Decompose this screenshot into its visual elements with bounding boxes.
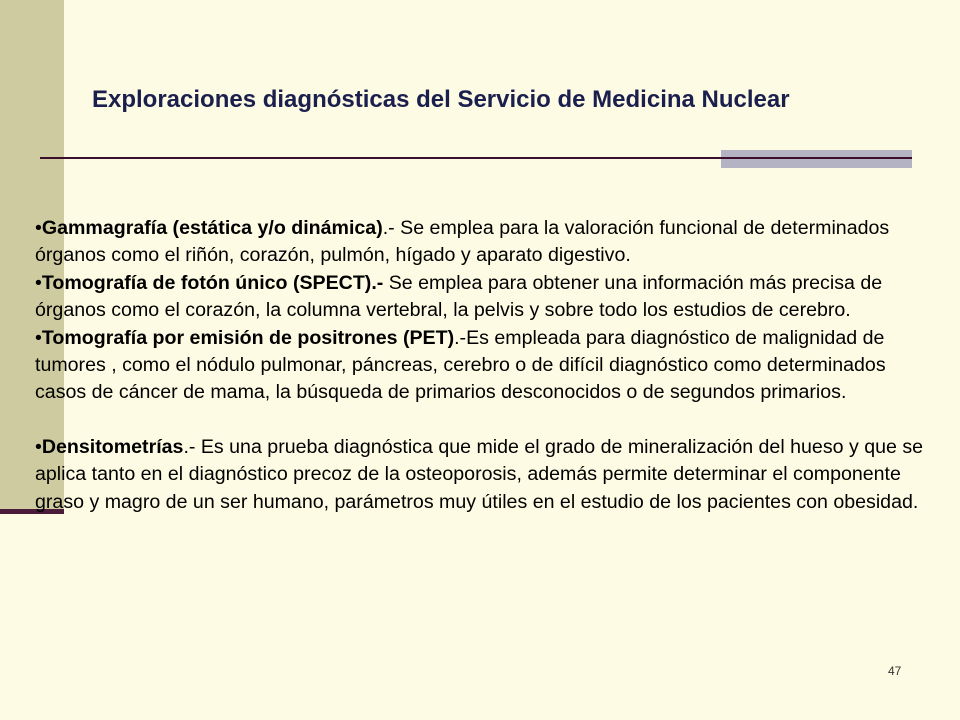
bullet-text: Se emplea para obtener una información más precisa de órganos como el corazón, la columna vertebral, la pelvis y sobre todo los estudios de cerebro. — [35, 271, 883, 322]
title-rule-accent — [721, 150, 912, 168]
bullet-text: .-Es empleada para diagnóstico de malignidad de tumores , como el nódulo pulmonar, páncreas, cerebro o de difícil diagnóstico como determinados casos de cáncer de mama, la búsqueda de primarios desconocidos o de segundos primarios. — [35, 326, 886, 404]
bullet-marker: • — [35, 435, 42, 458]
slide-title: Exploraciones diagnósticas del Servicio de Medicina Nuclear — [92, 86, 790, 113]
bullet-item-pet — [35, 325, 935, 407]
bullet-term: Densitometrías — [41, 435, 184, 458]
bullet-marker: • — [35, 271, 42, 294]
bullet-item-gammagrafia — [35, 215, 935, 270]
paragraph-gap — [35, 407, 935, 434]
bullet-term: Tomografía por emisión de positrones (PET) — [41, 326, 455, 349]
bullet-item-densitometrias — [35, 434, 935, 516]
bullet-marker: • — [35, 326, 42, 349]
bullet-text: .- Es una prueba diagnóstica que mide el grado de mineralización del hueso y que se aplica tanto en el diagnóstico precoz de la osteoporosis, además permite determinar el componente graso y magro de un ser humano, parámetros muy útiles en el estudio de los pacientes con obesidad. — [35, 435, 924, 513]
slide-content — [35, 215, 935, 516]
title-rule — [40, 157, 912, 159]
bullet-text: .- Se emplea para la valoración funcional de determinados órganos como el riñón, corazón, pulmón, hígado y aparato digestivo. — [35, 217, 890, 267]
bullet-term: Gammagrafía (estática y/o dinámica) — [41, 217, 383, 239]
page-number: 47 — [888, 664, 902, 678]
bullet-term: Tomografía de fotón único (SPECT).- — [41, 271, 384, 294]
bullet-marker: • — [35, 217, 42, 239]
bullet-item-spect — [35, 270, 935, 325]
